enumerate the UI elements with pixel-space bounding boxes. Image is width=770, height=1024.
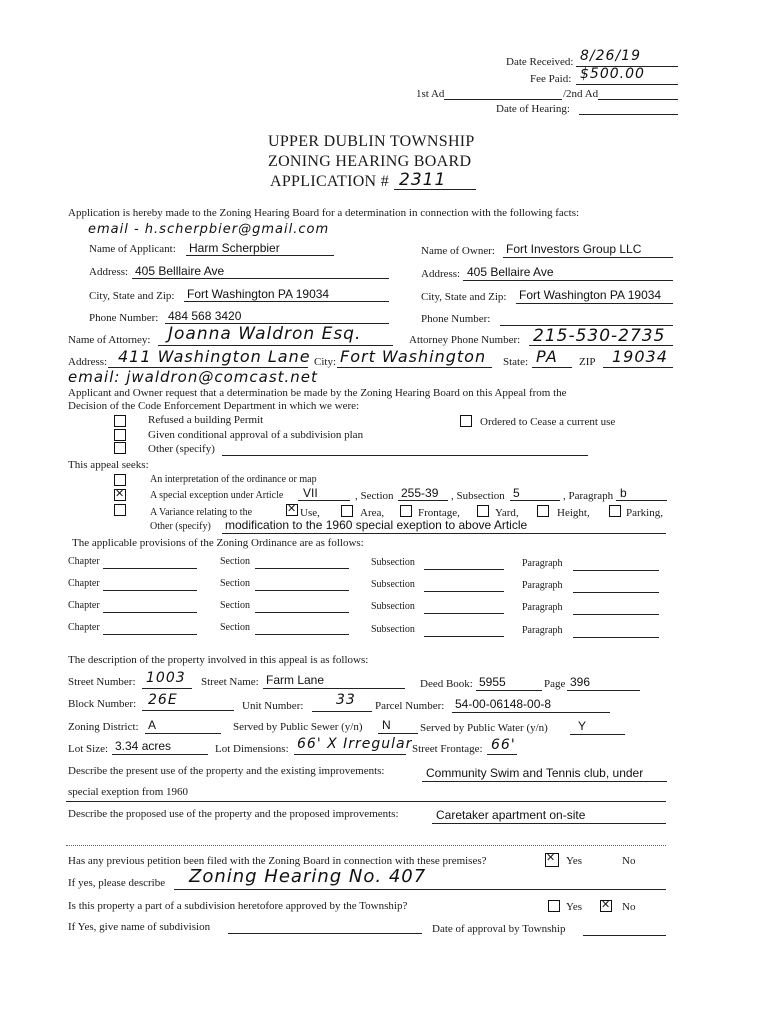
attorney-city-value[interactable]: Fort Washington xyxy=(340,347,487,366)
applicant-phone-value[interactable]: 484 568 3420 xyxy=(168,309,242,323)
subsection-line[interactable] xyxy=(424,591,504,592)
owner-name-value[interactable]: Fort Investors Group LLC xyxy=(506,242,642,256)
area-checkbox[interactable] xyxy=(341,505,353,517)
lot-dimensions-label: Lot Dimensions: xyxy=(215,743,289,755)
chapter-label: Chapter xyxy=(68,556,100,567)
page-value[interactable]: 396 xyxy=(570,675,591,689)
deed-book-label: Deed Book: xyxy=(420,678,473,690)
paragraph-label: Paragraph xyxy=(522,558,563,569)
attorney-name-label: Name of Attorney: xyxy=(68,334,151,346)
subdivision-name-label: If Yes, give name of subdivision xyxy=(68,921,211,933)
paragraph-line[interactable] xyxy=(573,592,659,593)
paragraph-label: Paragraph xyxy=(522,625,563,636)
owner-address-value[interactable]: 405 Bellaire Ave xyxy=(467,265,554,279)
attorney-zip-line xyxy=(603,367,673,368)
street-frontage-line xyxy=(487,754,517,755)
water-line xyxy=(570,734,625,735)
applicant-address-value[interactable]: 405 Belllaire Ave xyxy=(135,264,225,278)
block-number-label: Block Number: xyxy=(68,698,137,710)
cease-label: Ordered to Cease a current use xyxy=(480,416,616,428)
paragraph-value[interactable]: b xyxy=(620,486,627,500)
applicant-csz-line xyxy=(184,301,389,302)
proposed-use-line-2[interactable] xyxy=(66,845,666,846)
height-label: Height, xyxy=(557,507,590,519)
page-line xyxy=(567,690,640,691)
cease-checkbox[interactable] xyxy=(460,415,472,427)
subdivision-no-checkbox[interactable] xyxy=(600,900,612,912)
interpretation-checkbox[interactable] xyxy=(114,474,126,486)
date-of-hearing-label: Date of Hearing: xyxy=(496,103,570,115)
approval-date-label: Date of approval by Township xyxy=(432,923,566,935)
lot-dimensions-line xyxy=(294,754,406,755)
subdivision-no-label: No xyxy=(622,901,636,913)
parking-checkbox[interactable] xyxy=(609,505,621,517)
chapter-line[interactable] xyxy=(103,612,197,613)
date-of-hearing-line[interactable] xyxy=(579,114,678,115)
owner-csz-label: City, State and Zip: xyxy=(421,291,507,303)
subsection-label: Subsection xyxy=(371,624,415,635)
chapter-line[interactable] xyxy=(103,568,197,569)
chapter-label: Chapter xyxy=(68,578,100,589)
applicant-name-value[interactable]: Harm Scherpbier xyxy=(189,241,280,255)
request-text-2: Decision of the Code Enforcement Department in which we were: xyxy=(68,400,360,412)
street-number-value[interactable]: 1003 xyxy=(146,670,186,686)
fee-paid-value[interactable]: $500.00 xyxy=(580,66,645,82)
section-label: Section xyxy=(220,622,250,633)
attorney-email[interactable]: email: jwaldron@comcast.net xyxy=(68,368,318,386)
previous-petition-question: Has any previous petition been filed with the Zoning Board in connection with these premises? xyxy=(68,855,487,867)
deed-book-line xyxy=(476,690,542,691)
proposed-use-value[interactable]: Caretaker apartment on-site xyxy=(436,808,586,822)
paragraph-line[interactable] xyxy=(573,637,659,638)
applicant-email[interactable]: email - h.scherpbier@gmail.com xyxy=(88,222,330,237)
use-checkbox[interactable] xyxy=(286,504,298,516)
yard-checkbox[interactable] xyxy=(477,505,489,517)
block-number-line xyxy=(142,710,234,711)
present-use-value-1[interactable]: Community Swim and Tennis club, under xyxy=(426,766,644,780)
other-specify-value-line xyxy=(222,533,666,534)
refused-label: Refused a building Permit xyxy=(148,414,264,426)
height-checkbox[interactable] xyxy=(537,505,549,517)
other-checkbox[interactable] xyxy=(114,442,126,454)
second-ad-label: /2nd Ad xyxy=(563,88,599,100)
section-line xyxy=(398,500,448,501)
owner-csz-line xyxy=(516,303,673,304)
zoning-district-value[interactable]: A xyxy=(148,718,157,732)
section-value[interactable]: 255-39 xyxy=(401,486,439,500)
zoning-district-label: Zoning District: xyxy=(68,721,139,733)
describe-label: If yes, please describe xyxy=(68,877,166,889)
subdivision-name-line[interactable] xyxy=(228,933,422,934)
section-label: , Section xyxy=(355,490,394,502)
special-exception-checkbox[interactable] xyxy=(114,489,126,501)
section-label: Section xyxy=(220,578,250,589)
owner-address-line xyxy=(463,280,673,281)
applicant-address-label: Address: xyxy=(89,266,129,278)
section-label: Section xyxy=(220,556,250,567)
describe-value[interactable]: Zoning Hearing No. 407 xyxy=(189,866,427,887)
applicant-csz-label: City, State and Zip: xyxy=(89,290,175,302)
other-specify-label: Other (specify) xyxy=(150,521,211,532)
present-use-label: Describe the present use of the property and the existing improvements: xyxy=(68,765,385,777)
attorney-name-line xyxy=(158,345,393,346)
other-label: Other (specify) xyxy=(148,443,215,455)
street-number-label: Street Number: xyxy=(68,676,136,688)
attorney-state-label: State: xyxy=(503,356,529,368)
paragraph-line[interactable] xyxy=(573,570,659,571)
variance-checkbox[interactable] xyxy=(114,504,126,516)
attorney-address-value[interactable]: 411 Washington Lane xyxy=(118,347,311,366)
other-specify-value[interactable]: modification to the 1960 special exeption to above Article xyxy=(225,518,528,532)
first-ad-label: 1st Ad xyxy=(416,88,445,100)
parcel-number-line xyxy=(452,712,610,713)
lot-size-line xyxy=(112,754,208,755)
title-line-3: APPLICATION # xyxy=(270,173,390,190)
attorney-phone-label: Attorney Phone Number: xyxy=(409,334,521,346)
title-line-2: ZONING HEARING BOARD xyxy=(268,153,472,170)
present-use-value-2[interactable]: special exeption from 1960 xyxy=(68,786,189,798)
proposed-use-line-1 xyxy=(432,823,666,824)
subsection-line[interactable] xyxy=(424,636,504,637)
conditional-checkbox[interactable] xyxy=(114,429,126,441)
article-line xyxy=(298,500,350,501)
chapter-label: Chapter xyxy=(68,622,100,633)
intro-text: Application is hereby made to the Zoning Hearing Board for a determination in connection with the following facts: xyxy=(68,207,580,219)
refused-checkbox[interactable] xyxy=(114,415,126,427)
deed-book-value[interactable]: 5955 xyxy=(479,675,506,689)
proposed-use-label: Describe the proposed use of the property and the proposed improvements: xyxy=(68,808,399,820)
street-name-line xyxy=(263,688,405,689)
interpretation-label: An interpretation of the ordinance or map xyxy=(150,474,317,485)
paragraph-label: Paragraph xyxy=(522,580,563,591)
applicant-name-line xyxy=(186,255,334,256)
chapter-label: Chapter xyxy=(68,600,100,611)
application-number[interactable]: 2311 xyxy=(399,170,447,190)
attorney-state-line xyxy=(532,367,572,368)
street-name-value[interactable]: Farm Lane xyxy=(266,673,325,687)
date-received-value[interactable]: 8/26/19 xyxy=(580,48,641,64)
fee-paid-line xyxy=(576,84,678,85)
attorney-name-value[interactable]: Joanna Waldron Esq. xyxy=(168,324,362,344)
unit-number-value[interactable]: 33 xyxy=(336,692,356,708)
street-number-line xyxy=(142,688,192,689)
attorney-address-label: Address: xyxy=(68,356,108,368)
lot-size-label: Lot Size: xyxy=(68,743,109,755)
request-text-1: Applicant and Owner request that a determination be made by the Zoning Hearing Board on this Appeal from the xyxy=(68,387,567,399)
chapter-line[interactable] xyxy=(103,634,197,635)
attorney-state-value[interactable]: PA xyxy=(536,347,558,366)
paragraph-line[interactable] xyxy=(573,614,659,615)
chapter-line[interactable] xyxy=(103,590,197,591)
property-label: The description of the property involved in this appeal is as follows: xyxy=(68,654,369,666)
approval-date-line[interactable] xyxy=(583,935,666,936)
lot-dimensions-value[interactable]: 66' X Irregular xyxy=(297,736,413,752)
owner-name-line xyxy=(503,257,673,258)
sewer-value[interactable]: N xyxy=(382,718,391,732)
frontage-checkbox[interactable] xyxy=(400,505,412,517)
subdivision-question: Is this property a part of a subdivision heretofore approved by the Township? xyxy=(68,900,408,912)
application-number-line xyxy=(394,189,476,190)
street-name-label: Street Name: xyxy=(201,676,259,688)
area-label: Area, xyxy=(360,507,385,519)
applicant-address-line xyxy=(132,278,389,279)
subsection-line xyxy=(510,500,560,501)
lot-size-value[interactable]: 3.34 acres xyxy=(115,739,172,753)
subsection-line[interactable] xyxy=(424,613,504,614)
water-label: Served by Public Water (y/n) xyxy=(420,722,548,734)
article-value[interactable]: VII xyxy=(303,486,318,500)
paragraph-label: , Paragraph xyxy=(563,490,614,502)
conditional-label: Given conditional approval of a subdivision plan xyxy=(148,429,364,441)
use-label: Use, xyxy=(300,507,320,519)
owner-csz-value[interactable]: Fort Washington PA 19034 xyxy=(519,288,662,302)
first-ad-line[interactable] xyxy=(444,99,562,100)
seeks-label: This appeal seeks: xyxy=(68,459,149,471)
parking-label: Parking, xyxy=(626,507,663,519)
applicant-csz-value[interactable]: Fort Washington PA 19034 xyxy=(187,287,330,301)
sewer-line xyxy=(378,733,418,734)
sewer-label: Served by Public Sewer (y/n) xyxy=(233,721,363,733)
subsection-line[interactable] xyxy=(424,569,504,570)
section-line[interactable] xyxy=(255,590,349,591)
frontage-label: Frontage, xyxy=(418,507,460,519)
previous-no-label: No xyxy=(622,855,636,867)
attorney-city-label: City: xyxy=(314,356,337,368)
title-line-1: UPPER DUBLIN TOWNSHIP xyxy=(268,133,475,150)
page-label: Page xyxy=(544,678,566,690)
unit-number-label: Unit Number: xyxy=(242,700,304,712)
section-line[interactable] xyxy=(255,568,349,569)
section-line[interactable] xyxy=(255,612,349,613)
attorney-phone-value[interactable]: 215-530-2735 xyxy=(533,326,666,346)
second-ad-line[interactable] xyxy=(598,99,678,100)
attorney-phone-line xyxy=(529,345,673,346)
paragraph-line xyxy=(616,500,667,501)
previous-yes-label: Yes xyxy=(566,855,583,867)
previous-yes-checkbox[interactable] xyxy=(545,853,559,867)
section-label: Section xyxy=(220,600,250,611)
subsection-label: Subsection xyxy=(371,579,415,590)
street-frontage-value[interactable]: 66' xyxy=(491,737,516,753)
present-use-line-2 xyxy=(66,801,666,802)
special-exception-label: A special exception under Article xyxy=(150,490,284,501)
fee-paid-label: Fee Paid: xyxy=(530,73,572,85)
provisions-label: The applicable provisions of the Zoning Ordinance are as follows: xyxy=(72,537,364,549)
subsection-label: Subsection xyxy=(371,557,415,568)
subdivision-yes-label: Yes xyxy=(566,901,583,913)
attorney-zip-label: ZIP xyxy=(579,356,596,368)
describe-line xyxy=(174,889,666,890)
subdivision-yes-checkbox[interactable] xyxy=(548,900,560,912)
parcel-number-value[interactable]: 54-00-06148-00-8 xyxy=(455,697,552,711)
unit-number-line xyxy=(312,711,372,712)
water-value[interactable]: Y xyxy=(578,719,587,733)
section-line[interactable] xyxy=(255,634,349,635)
date-received-label: Date Received: xyxy=(506,56,574,68)
applicant-name-label: Name of Applicant: xyxy=(89,243,176,255)
other-specify-line[interactable] xyxy=(222,455,588,456)
block-number-value[interactable]: 26E xyxy=(148,692,178,708)
attorney-zip-value[interactable]: 19034 xyxy=(612,347,668,366)
subsection-label: Subsection xyxy=(371,601,415,612)
present-use-line-1 xyxy=(422,781,667,782)
owner-phone-label: Phone Number: xyxy=(421,313,491,325)
subsection-value[interactable]: 5 xyxy=(513,486,520,500)
parcel-number-label: Parcel Number: xyxy=(375,700,445,712)
owner-name-label: Name of Owner: xyxy=(421,245,495,257)
subsection-label: , Subsection xyxy=(451,490,505,502)
applicant-phone-label: Phone Number: xyxy=(89,312,159,324)
yard-label: Yard, xyxy=(495,507,519,519)
variance-label: A Variance relating to the xyxy=(150,507,253,518)
paragraph-label: Paragraph xyxy=(522,602,563,613)
street-frontage-label: Street Frontage: xyxy=(412,743,483,755)
owner-address-label: Address: xyxy=(421,268,461,280)
attorney-city-line xyxy=(337,367,492,368)
zoning-district-line xyxy=(145,733,221,734)
